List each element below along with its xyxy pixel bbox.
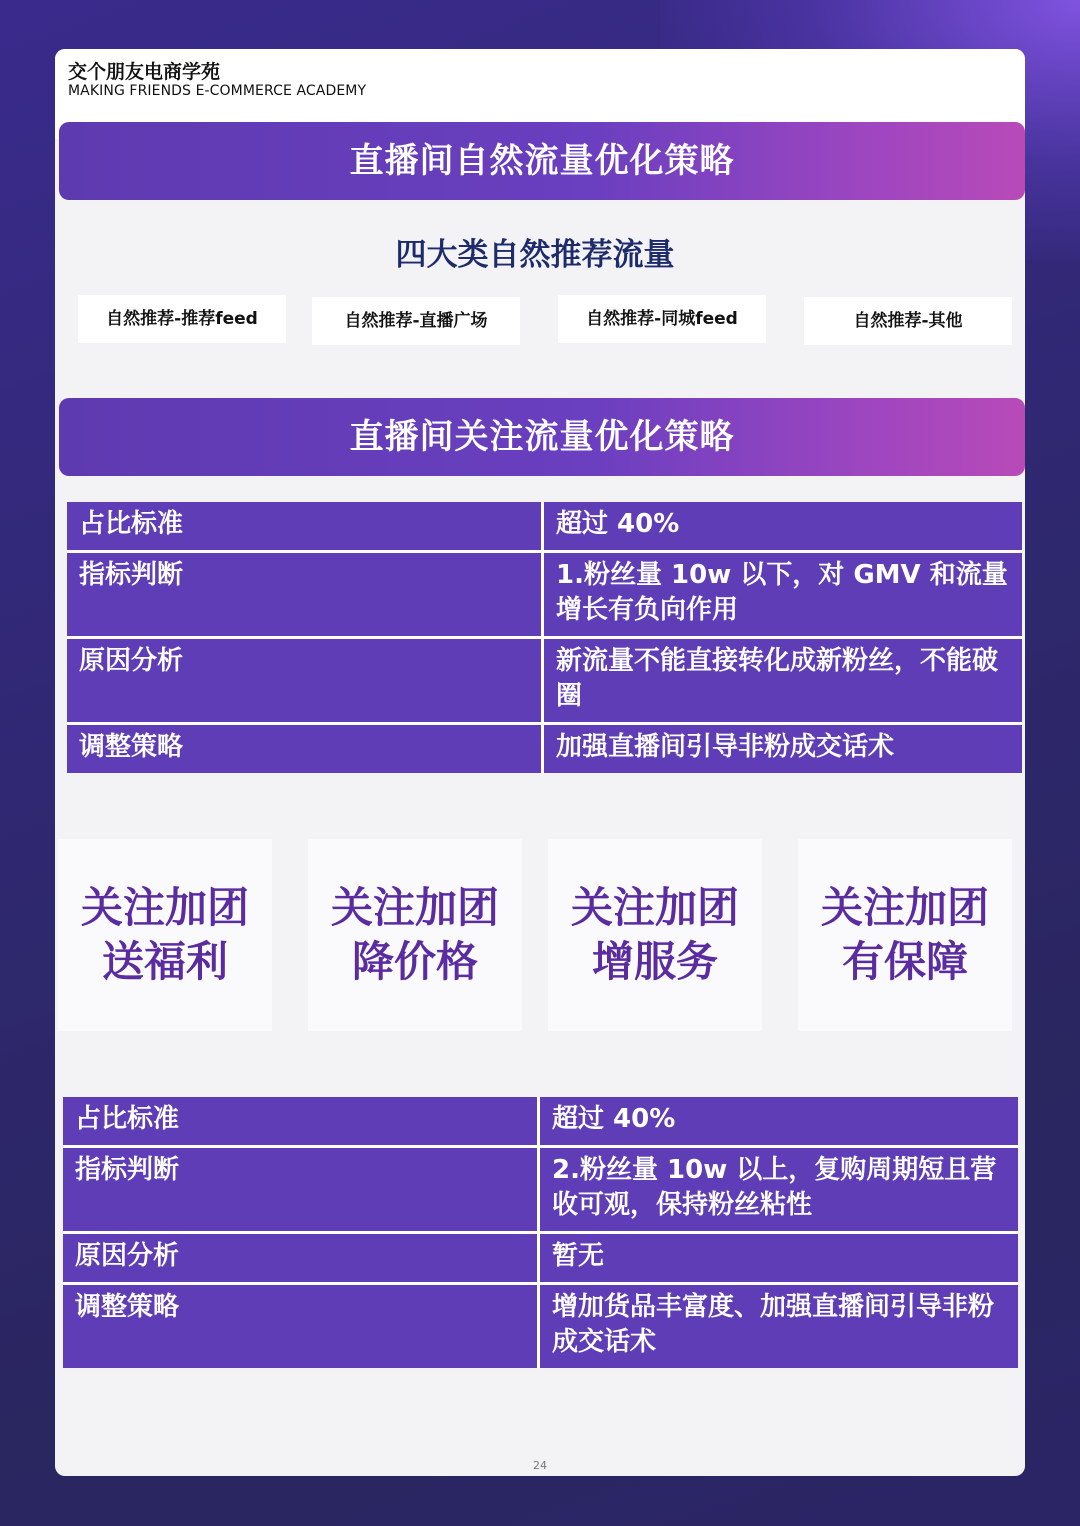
pill-live-square: 自然推荐-直播广场 bbox=[312, 297, 520, 345]
brand-name-en: MAKING FRIENDS E-COMMERCE ACADEMY bbox=[68, 83, 367, 99]
card-follow-benefits bbox=[58, 839, 272, 1031]
pill-local-feed: 自然推荐-同城feed bbox=[558, 295, 766, 343]
row-value: 2.粉丝量 10w 以上，复购周期短且营收可观，保持粉丝粘性 bbox=[540, 1148, 1018, 1231]
table-row bbox=[63, 1234, 1018, 1285]
row-label: 调整策略 bbox=[63, 1285, 540, 1368]
follow-traffic-banner: 直播间关注流量优化策略 bbox=[59, 398, 1025, 476]
row-label: 原因分析 bbox=[67, 639, 544, 722]
row-label: 占比标准 bbox=[63, 1097, 540, 1145]
card-follow-guarantee bbox=[798, 839, 1012, 1031]
document-page bbox=[55, 49, 1025, 1476]
natural-traffic-banner: 直播间自然流量优化策略 bbox=[59, 122, 1025, 200]
row-label: 占比标准 bbox=[67, 502, 544, 550]
row-value: 增加货品丰富度、加强直播间引导非粉成交话术 bbox=[540, 1285, 1018, 1368]
row-value: 新流量不能直接转化成新粉丝，不能破圈 bbox=[544, 639, 1022, 722]
table-row bbox=[63, 1097, 1018, 1148]
row-label: 指标判断 bbox=[67, 553, 544, 636]
row-label: 原因分析 bbox=[63, 1234, 540, 1282]
row-value: 超过 40% bbox=[540, 1097, 1018, 1145]
natural-traffic-title: 四大类自然推荐流量 bbox=[395, 237, 675, 273]
table-row bbox=[67, 553, 1022, 639]
card-follow-price bbox=[308, 839, 522, 1031]
page-number: 24 bbox=[533, 1459, 547, 1472]
row-label: 指标判断 bbox=[63, 1148, 540, 1231]
table-row bbox=[63, 1148, 1018, 1234]
card-text: 关注加团 降价格 bbox=[330, 883, 499, 986]
table-row bbox=[67, 639, 1022, 725]
pill-other: 自然推荐-其他 bbox=[804, 297, 1012, 345]
card-text: 关注加团 增服务 bbox=[570, 883, 739, 986]
card-follow-service bbox=[548, 839, 762, 1031]
table-row bbox=[63, 1285, 1018, 1368]
row-label: 调整策略 bbox=[67, 725, 544, 773]
card-text: 关注加团 送福利 bbox=[80, 883, 249, 986]
row-value: 超过 40% bbox=[544, 502, 1022, 550]
strategy-table-under-10w bbox=[67, 502, 1022, 773]
row-value: 加强直播间引导非粉成交话术 bbox=[544, 725, 1022, 773]
card-text: 关注加团 有保障 bbox=[820, 883, 989, 986]
table-row bbox=[67, 502, 1022, 553]
table-row bbox=[67, 725, 1022, 773]
strategy-table-over-10w bbox=[63, 1097, 1018, 1368]
brand-name-cn: 交个朋友电商学苑 bbox=[68, 61, 221, 83]
pill-recommend-feed: 自然推荐-推荐feed bbox=[78, 295, 286, 343]
row-value: 1.粉丝量 10w 以下，对 GMV 和流量增长有负向作用 bbox=[544, 553, 1022, 636]
row-value: 暂无 bbox=[540, 1234, 1018, 1282]
